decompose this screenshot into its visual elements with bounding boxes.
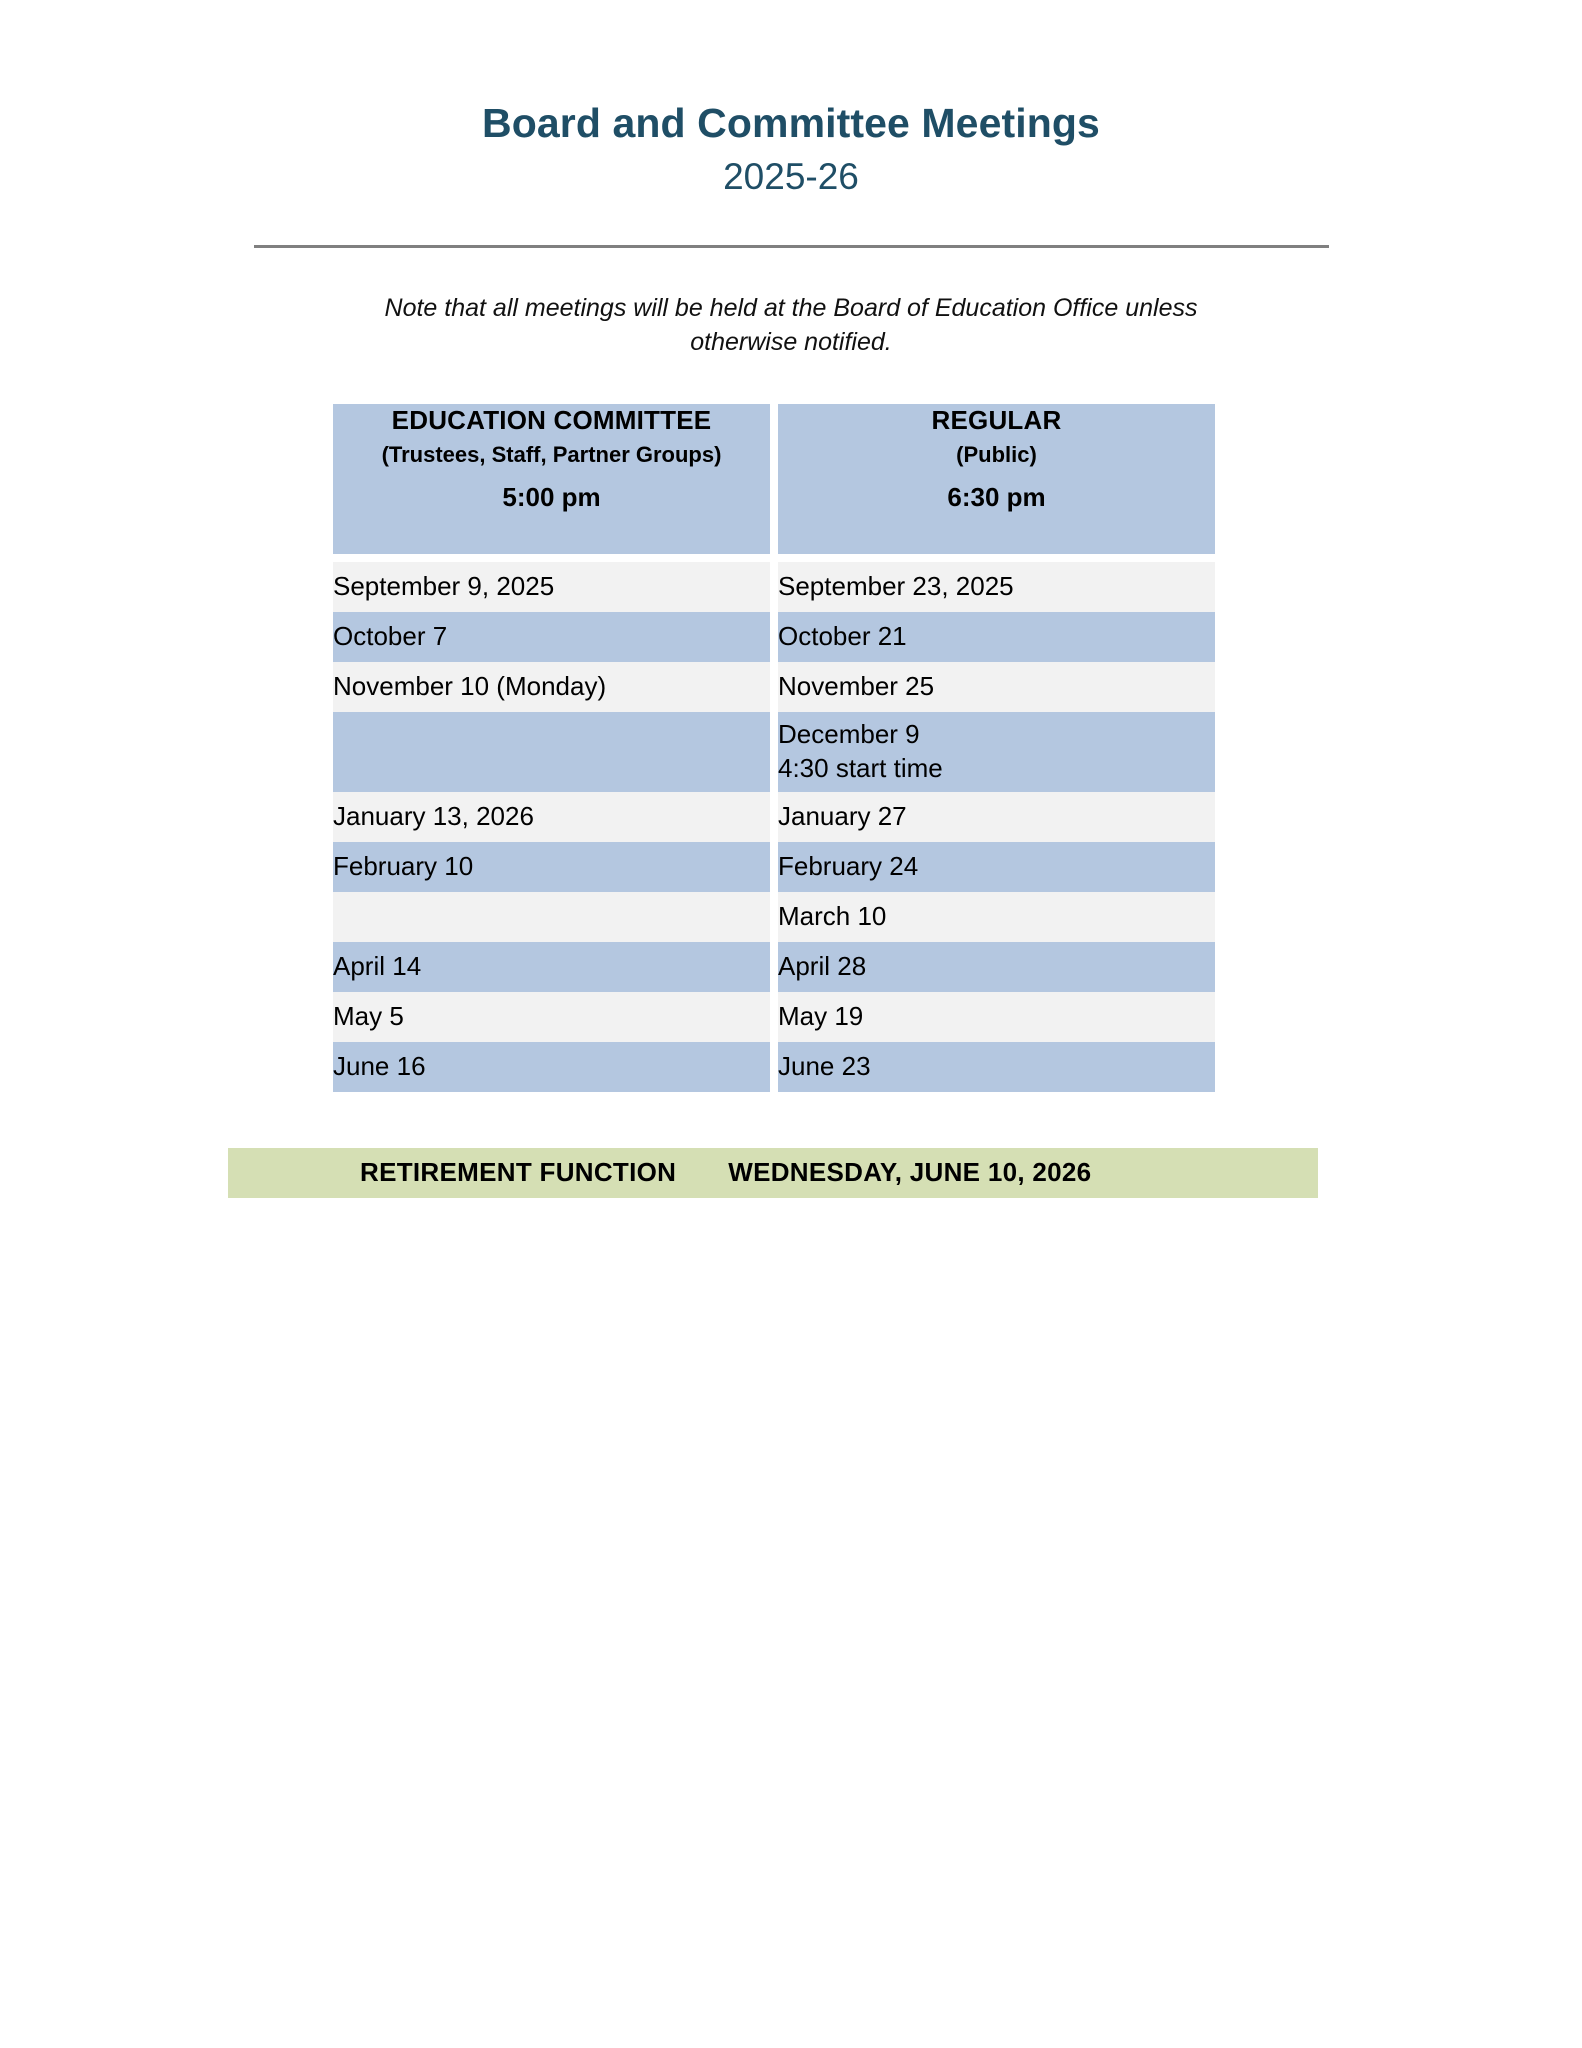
regular-date-cell: November 25: [778, 662, 1215, 712]
education-date-cell: May 5: [333, 992, 770, 1042]
column-header-title: EDUCATION COMMITTEE: [391, 404, 712, 435]
table-row: [333, 712, 1215, 792]
column-header-time: 5:00 pm: [502, 482, 601, 513]
table-row: [333, 942, 1215, 992]
page-subtitle: 2025-26: [723, 156, 859, 198]
education-date-cell: February 10: [333, 842, 770, 892]
table-header-row: [333, 404, 1215, 554]
meeting-location-note: Note that all meetings will be held at the Board of Education Office unless otherwise notified.: [384, 294, 1198, 356]
retirement-function-banner: [228, 1148, 1318, 1198]
regular-date-text: December 9: [778, 718, 920, 749]
retirement-function-date: WEDNESDAY, JUNE 10, 2026: [728, 1157, 1092, 1188]
column-header-title: REGULAR: [931, 404, 1062, 435]
table-row: [333, 1042, 1215, 1092]
regular-date-cell: [778, 712, 1215, 792]
page-title: Board and Committee Meetings: [482, 100, 1100, 146]
regular-date-cell: June 23: [778, 1042, 1215, 1092]
regular-date-cell: October 21: [778, 612, 1215, 662]
title-block: [0, 0, 1582, 201]
spacer-cell: [778, 554, 1215, 562]
column-header-regular: [778, 404, 1215, 554]
table-row: [333, 892, 1215, 942]
retirement-function-label: RETIREMENT FUNCTION: [360, 1157, 677, 1188]
regular-date-cell: March 10: [778, 892, 1215, 942]
schedule-table-wrapper: [325, 404, 1215, 1092]
education-date-cell: November 10 (Monday): [333, 662, 770, 712]
education-date-cell: January 13, 2026: [333, 792, 770, 842]
table-row: [333, 842, 1215, 892]
table-row: [333, 612, 1215, 662]
column-header-time: 6:30 pm: [947, 482, 1046, 513]
regular-date-cell: May 19: [778, 992, 1215, 1042]
table-row: [333, 562, 1215, 612]
table-row: [333, 792, 1215, 842]
regular-date-note: 4:30 start time: [778, 752, 943, 783]
regular-date-cell: September 23, 2025: [778, 562, 1215, 612]
table-row: [333, 992, 1215, 1042]
education-date-cell: October 7: [333, 612, 770, 662]
education-date-cell: [333, 892, 770, 942]
header-spacer-row: [333, 554, 1215, 562]
education-date-cell: April 14: [333, 942, 770, 992]
column-header-education-committee: [333, 404, 770, 554]
regular-date-cell: April 28: [778, 942, 1215, 992]
education-date-cell: June 16: [333, 1042, 770, 1092]
column-header-detail: (Trustees, Staff, Partner Groups): [381, 442, 722, 468]
column-header-detail: (Public): [956, 442, 1037, 468]
meeting-schedule-table: [325, 404, 1223, 1092]
table-row: [333, 662, 1215, 712]
regular-date-cell: January 27: [778, 792, 1215, 842]
education-date-cell: [333, 712, 770, 792]
horizontal-rule: [254, 245, 1329, 248]
education-date-cell: September 9, 2025: [333, 562, 770, 612]
spacer-cell: [333, 554, 770, 562]
regular-date-cell: February 24: [778, 842, 1215, 892]
